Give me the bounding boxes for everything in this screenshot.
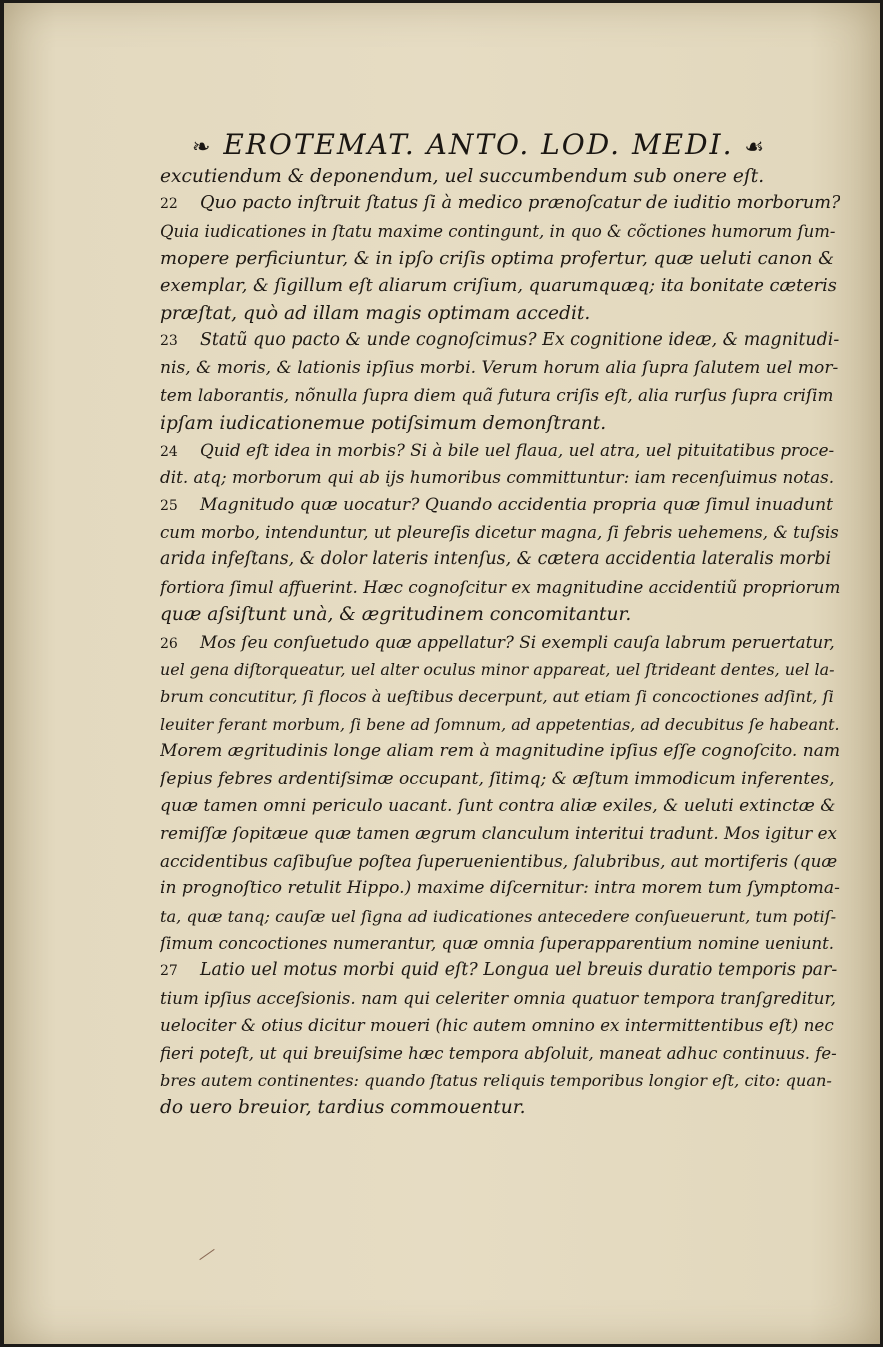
- line-text: Mos ſeu conſuetudo quæ appellatur? Si exempli cauſa labrum peruertatur,: [200, 631, 835, 652]
- line-text: tem laborantis, nõnulla ſupra diem quã futura criſis eſt, alia rurſus ſupra criſim: [160, 385, 834, 406]
- line-text: cum morbo, intenduntur, ut pleureſis dicetur magna, ſi febris uehemens, & tuſsis: [160, 523, 839, 543]
- text-line: [160, 903, 840, 930]
- line-text: fortiora ſimul affuerint. Hæc cognoſcitur ex magnitudine accidentiũ propriorum: [160, 576, 840, 597]
- line-text: Quo pacto inſtruit ſtatus ſi à medico prænoſcatur de iuditio morborum?: [200, 193, 840, 214]
- line-text: do uero breuior, tardius commouentur.: [160, 1097, 526, 1119]
- page-text: [160, 163, 840, 1122]
- line-text: remiſſæ ſopitæue quæ tamen ægrum clanculum interitui tradunt. Mos igitur ex: [160, 823, 838, 844]
- text-line: [160, 601, 840, 628]
- line-text: quæ aſsiſtunt unà, & ægritudinem concomitantur.: [160, 604, 632, 626]
- text-line: [160, 683, 840, 710]
- line-text: Morem ægritudinis longe aliam rem à magnitudine ipſius eſſe cognoſcito. nam: [160, 741, 840, 762]
- text-line: [160, 218, 840, 245]
- line-text: arida infeſtans, & dolor lateris intenſus, & cætera accidentia lateralis morbi: [160, 549, 832, 570]
- text-line: [160, 273, 840, 300]
- line-text: tium ipſius acceſsionis. nam qui celeriter omnia quatuor tempora tranſgreditur,: [160, 987, 836, 1008]
- line-text: quæ tamen omni periculo uacant. ſunt contra aliæ exiles, & ueluti extinctæ &: [160, 795, 836, 816]
- text-line: [160, 875, 840, 902]
- paragraph-number: 22: [160, 196, 178, 213]
- text-line: [160, 519, 840, 546]
- line-text: dit. atq; morborum qui ab ijs humoribus committuntur: iam recenſuimus notas.: [160, 467, 835, 488]
- paragraph-number: 27: [160, 963, 178, 980]
- line-text: fieri poteſt, ut qui breuiſsime hæc tempora abſoluit, maneat adhuc continuus. fe-: [160, 1043, 837, 1063]
- text-line: [160, 930, 840, 957]
- paragraph-number: 25: [160, 497, 178, 514]
- text-line: [160, 190, 840, 217]
- text-line: [160, 629, 840, 656]
- text-line: [160, 355, 840, 382]
- text-line: [160, 1067, 840, 1094]
- line-text: Quid eſt idea in morbis? Si à bile uel flaua, uel atra, uel pituitatibus proce-: [200, 439, 835, 460]
- line-text: Magnitudo quæ uocatur? Quando accidentia propria quæ ſimul inuadunt: [200, 494, 834, 515]
- line-text: Statũ quo pacto & unde cognoſcimus? Ex cognitione ideæ, & magnitudi-: [200, 330, 840, 351]
- text-line: [160, 985, 840, 1012]
- line-text: mopere perficiuntur, & in ipſo criſis optima profertur, quæ ueluti canon &: [160, 248, 835, 270]
- text-line: [160, 711, 840, 738]
- text-line: [160, 957, 840, 984]
- line-text: ſepius febres ardentiſsimæ occupant, ſitimq; & æſtum immodicum inferentes,: [160, 768, 835, 789]
- text-line: [160, 245, 840, 272]
- text-line: [160, 327, 840, 354]
- paragraph-number: 26: [160, 635, 178, 652]
- line-text: nis, & moris, & lationis ipſius morbi. Verum horum alia ſupra ſalutem uel mor-: [160, 357, 839, 378]
- header-title: EROTEMAT. ANTO. LOD. MEDI.: [223, 128, 734, 161]
- text-line: [160, 163, 840, 190]
- text-line: [160, 1012, 840, 1039]
- text-line: [160, 793, 840, 820]
- line-text: præſtat, quò ad illam magis optimam accedit.: [160, 302, 591, 324]
- ornament-right-icon: ☙: [744, 135, 767, 160]
- text-line: [160, 437, 840, 464]
- text-line: [160, 464, 840, 491]
- paragraph-number: 23: [160, 333, 178, 350]
- line-text: accidentibus caſibuſue poſtea ſuperuenientibus, ſalubribus, aut mortiferis (quæ: [160, 850, 838, 871]
- text-line: [160, 656, 840, 683]
- text-line: [160, 820, 840, 847]
- line-text: exemplar, & ſigillum eſt aliarum criſium, quarumquæq; ita bonitate cæteris: [160, 275, 837, 296]
- line-text: Quia iudicationes in ſtatu maxime contingunt, in quo & cõctiones humorum ſum-: [160, 221, 836, 241]
- line-text: in prognoſtico retulit Hippo.) maxime diſcernitur: intra morem tum ſymptoma-: [160, 878, 840, 899]
- text-line: [160, 848, 840, 875]
- line-text: ta, quæ tanq; cauſæ uel ſigna ad iudicationes antecedere conſueuerunt, tum potiſ-: [160, 906, 837, 926]
- line-text: Latio uel motus morbi quid eſt? Longua uel breuis duratio temporis par-: [200, 960, 838, 981]
- ornament-left-icon: ❧: [192, 135, 213, 160]
- text-line: [160, 546, 840, 573]
- running-header: [192, 128, 832, 168]
- text-line: [160, 1040, 840, 1067]
- line-text: ipſam iudicationemue potiſsimum demonſtrant.: [160, 412, 607, 434]
- text-line: [160, 574, 840, 601]
- text-line: [160, 1094, 840, 1121]
- line-text: brum concutitur, ſi flocos à ueſtibus decerpunt, aut etiam ſi concoctiones adſint, ſi: [160, 687, 834, 707]
- line-text: uelociter & otius dicitur moueri (hic autem omnino ex intermittentibus eſt) nec: [160, 1015, 834, 1036]
- text-line: [160, 382, 840, 409]
- text-line: [160, 410, 840, 437]
- line-text: bres autem continentes: quando ſtatus reliquis temporibus longior eſt, cito: quan-: [160, 1070, 832, 1090]
- line-text: ſimum concoctiones numerantur, quæ omnia ſuperapparentium nomine ueniunt.: [160, 933, 835, 953]
- text-line: [160, 492, 840, 519]
- line-text: uel gena diſtorqueatur, uel alter oculus minor appareat, uel ſtrideant dentes, uel la-: [160, 660, 835, 680]
- text-line: [160, 300, 840, 327]
- text-line: [160, 766, 840, 793]
- line-text: leuiter ferant morbum, ſi bene ad ſomnum, ad appetentias, ad decubitus ſe habeant.: [160, 714, 840, 734]
- paragraph-number: 24: [160, 443, 178, 460]
- text-line: [160, 738, 840, 765]
- line-text: excutiendum & deponendum, uel succumbendum sub onere eſt.: [160, 166, 765, 187]
